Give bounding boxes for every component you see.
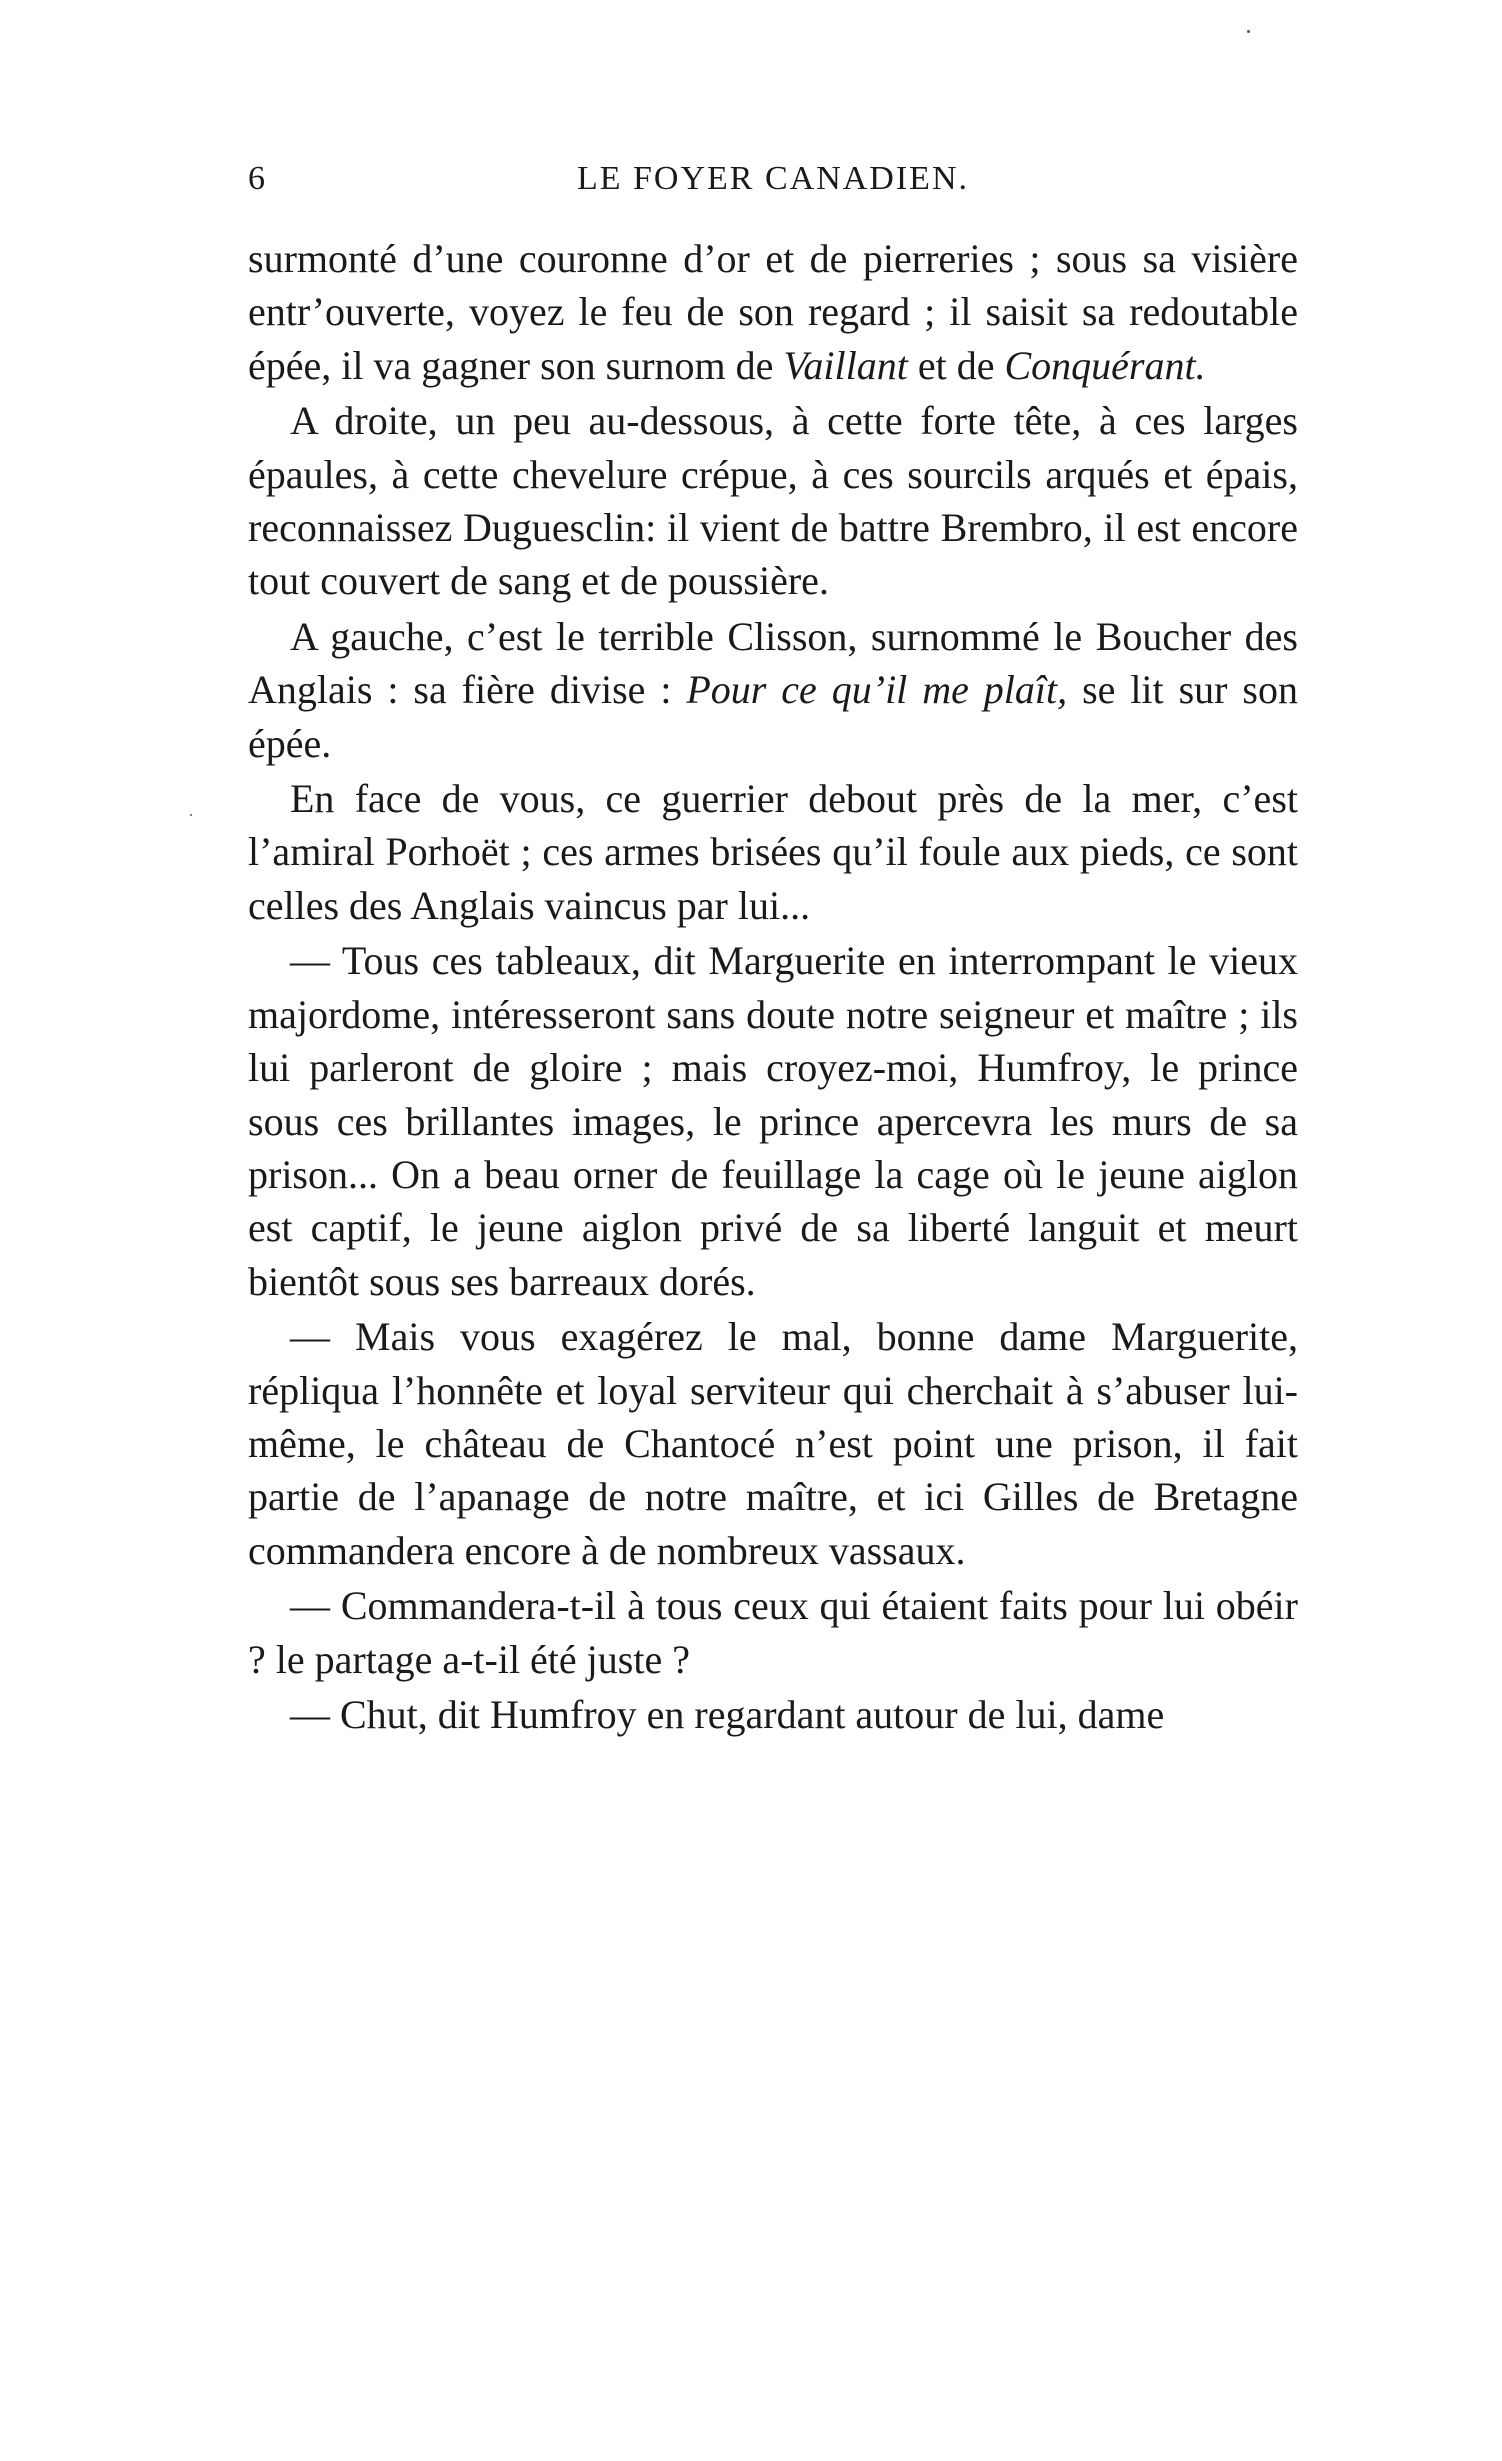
paragraph (248, 610, 1298, 770)
text-run: surmonté d’une couronne d’or et de pierreries ; sous sa visière entr’ouverte, voyez le feu de son regard ; il saisit sa redoutable épée, il va gagner son surnom de (248, 236, 1298, 388)
text-run: A gauche, c’est le terrible Clisson, surnommé le Boucher des Anglais : sa fière divise : (248, 613, 1298, 713)
running-title: LE FOYER CANADIEN. (576, 160, 970, 197)
ink-speck (190, 814, 192, 816)
paragraph (248, 232, 1298, 392)
text-run: — Mais vous exagérez le mal, bonne dame Marguerite, répliqua l’honnête et loyal serviteur qui cherchait à s’abuser lui-même, le château de Chantocé n’est point une prison, il fait partie de l’apanage de notre maître, et ici Gilles de Bretagne commandera encore à de nombreux vassaux. (248, 1314, 1298, 1573)
text-run: En face de vous, ce guerrier debout près de la mer, c’est l’amiral Porhoët ; ces armes brisées qu’il foule aux pieds, ce sont celles des Anglais vaincus par lui... (248, 776, 1298, 928)
italic-text-run: Pour ce qu’il me plaît, (686, 667, 1068, 713)
text-run: — Tous ces tableaux, dit Marguerite en interrompant le vieux majordome, intéresseront sans doute notre seigneur et maître ; ils lui parleront de gloire ; mais croyez-moi, Humfroy, le prince sous ces brillantes images, le prince apercevra les murs de sa prison... On a beau orner de feuillage la cage où le jeune aiglon est captif, le jeune aiglon privé de sa liberté languit et meurt bientôt sous ses barreaux dorés. (248, 938, 1298, 1304)
text-run: — Commandera-t-il à tous ceux qui étaient faits pour lui obéir ? le partage a-t-il été juste ? (248, 1583, 1298, 1682)
italic-text-run: Vaillant (783, 342, 908, 388)
dialogue-paragraph (248, 1688, 1298, 1741)
dialogue-paragraph (248, 1579, 1298, 1686)
text-run: se lit sur son épée. (248, 667, 1298, 766)
page-header (248, 160, 1298, 210)
text-run: A droite, un peu au-dessous, à cette forte tête, à ces larges épaules, à cette chevelure crépue, à ces sourcils arqués et épais, reconnaissez Duguesclin: il vient de battre Brembro, il est encore tout couvert de sang et de poussière. (248, 398, 1298, 604)
ink-speck (1247, 30, 1250, 33)
dialogue-paragraph (248, 934, 1298, 1308)
page-number: 6 (248, 160, 267, 197)
text-run: — Chut, dit Humfroy en regardant autour de lui, dame (290, 1691, 1165, 1737)
text-run: et de (907, 342, 1005, 388)
paragraph (248, 394, 1298, 608)
dialogue-paragraph (248, 1310, 1298, 1577)
paragraph (248, 772, 1298, 932)
italic-text-run: Conquérant. (1004, 342, 1206, 388)
body-text (248, 232, 1298, 1743)
